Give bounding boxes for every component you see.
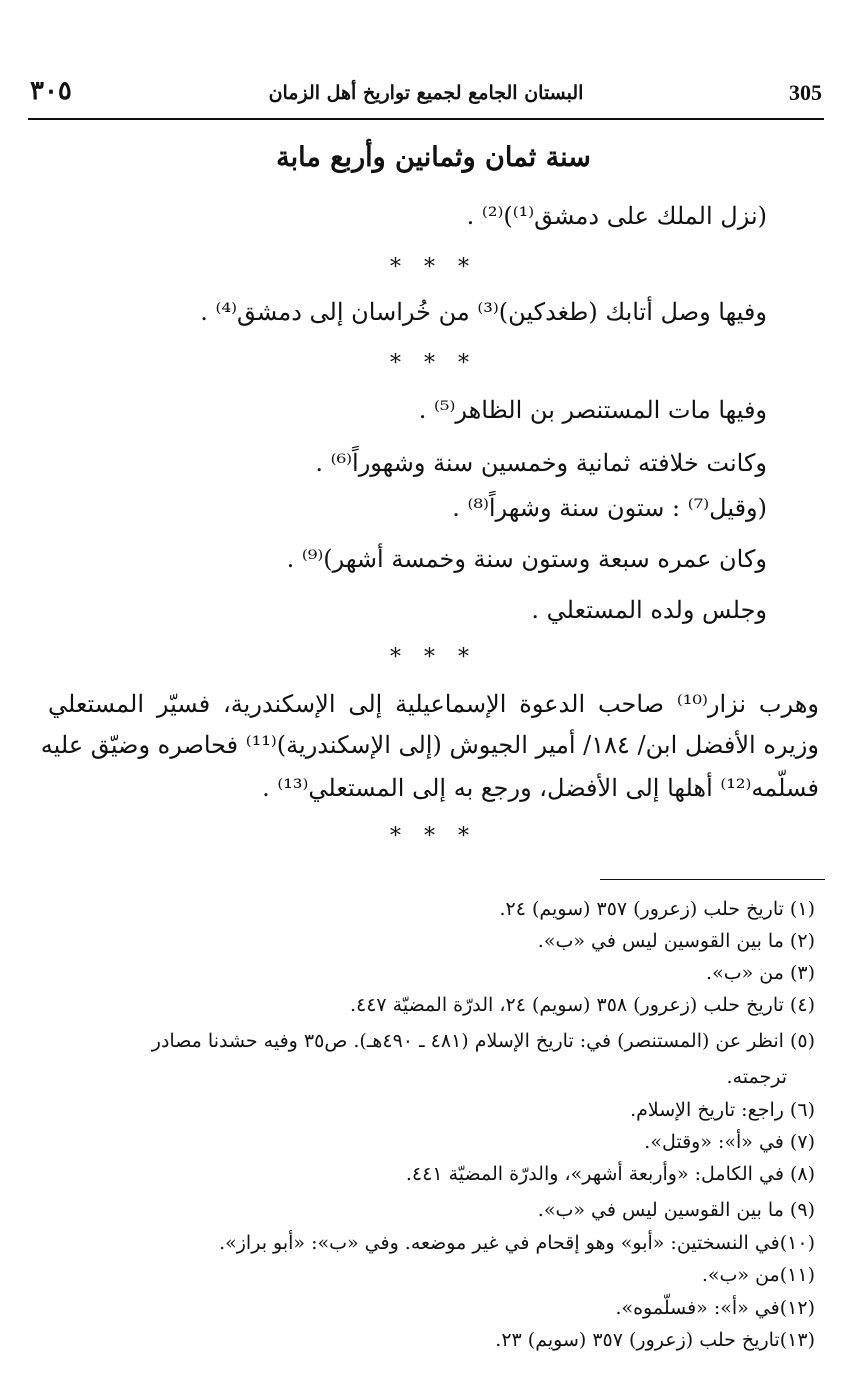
paragraph-line: فسلّمه⁽¹²⁾ أهلها إلى الأفضل، ورجع به إلى المستعلي⁽¹³⁾ . [262, 774, 819, 802]
section-separator: * * * [390, 824, 477, 849]
page-number-arabic: ٣٠٥ [30, 76, 72, 106]
footnote: (١) تاريخ حلب (زعرور) ٣٥٧ (سويم) ٢٤. [499, 898, 815, 920]
body-line: (نزل الملك على دمشق⁽¹⁾)⁽²⁾ . [466, 202, 767, 230]
body-line: وفيها مات المستنصر بن الظاهر⁽⁵⁾ . [418, 396, 767, 424]
footnote: (٥) انظر عن (المستنصر) في: تاريخ الإسلام (٤٨١ ـ ٤٩٠هـ). ص٣٥ وفيه حشدنا مصادر [151, 1030, 815, 1052]
footnote: (١٠)في النسختين: «أبو» وهو إقحام في غير موضعه. وفي «ب»: «أبو براز». [219, 1232, 815, 1254]
section-separator: * * * [390, 645, 477, 670]
footnote: (٩) ما بين القوسين ليس في «ب». [537, 1199, 815, 1221]
body-line: وكان عمره سبعة وستون سنة وخمسة أشهر)⁽⁹⁾ . [286, 545, 767, 573]
body-line: وجلس ولده المستعلي . [531, 596, 767, 624]
body-line: (وقيل⁽⁷⁾ : ستون سنة وشهراً⁽⁸⁾ . [452, 494, 767, 522]
footnote: (٣) من «ب». [706, 962, 815, 984]
footnote: (١١)من «ب». [701, 1264, 815, 1286]
footnote: (٦) راجع: تاريخ الإسلام. [630, 1099, 815, 1121]
paragraph-line: وهرب نزار⁽¹⁰⁾ صاحب الدعوة الإسماعيلية إلى الإسكندرية، فسيّر المستعلي [48, 690, 819, 718]
footnote: (١٣)تاريخ حلب (زعرور) ٣٥٧ (سويم) ٢٣. [495, 1329, 815, 1351]
footnote: (٧) في «أ»: «وقتل». [644, 1131, 815, 1153]
page-header [28, 76, 824, 120]
section-title: سنة ثمان وثمانين وأربع مابة [276, 142, 591, 173]
footnote-divider [600, 879, 825, 880]
footnote: (١٢)في «أ»: «فسلّموه». [615, 1297, 815, 1319]
footnote-continuation: ترجمته. [726, 1066, 787, 1088]
running-title: البستان الجامع لجميع تواريخ أهل الزمان [268, 82, 584, 104]
footnote: (٢) ما بين القوسين ليس في «ب». [537, 930, 815, 952]
body-line: وكانت خلافته ثمانية وخمسين سنة وشهوراً⁽⁶⁾ . [315, 449, 767, 477]
footnote: (٤) تاريخ حلب (زعرور) ٣٥٨ (سويم) ٢٤، الدرّة المضيّة ٤٤٧. [349, 994, 815, 1016]
footnote: (٨) في الكامل: «وأربعة أشهر»، والدرّة المضيّة ٤٤١. [405, 1163, 815, 1185]
page-number: 305 [789, 80, 822, 105]
body-line: وفيها وصل أتابك (طغدكين)⁽³⁾ من خُراسان إلى دمشق⁽⁴⁾ . [200, 298, 767, 326]
paragraph-line: وزيره الأفضل ابن/ ١٨٤/ أمير الجيوش (إلى الإسكندرية)⁽¹¹⁾ فحاصره وضيّق عليه [40, 731, 819, 759]
section-separator: * * * [390, 255, 477, 280]
section-separator: * * * [390, 351, 477, 376]
